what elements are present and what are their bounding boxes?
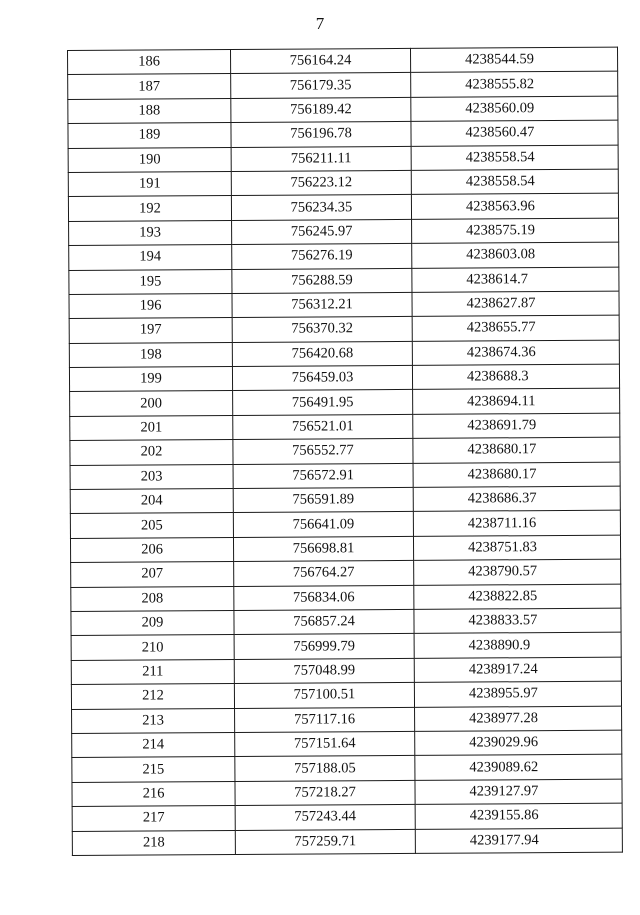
- x-coordinate-cell: 757243.44: [235, 804, 415, 829]
- point-number-cell: 188: [68, 98, 231, 123]
- y-coordinate-cell: 4238680.17: [413, 437, 620, 463]
- x-coordinate-cell: 756999.79: [234, 634, 414, 659]
- page-number: 7: [315, 14, 325, 33]
- table-row: [70, 462, 620, 490]
- x-coordinate-cell: 756834.06: [234, 585, 414, 610]
- x-coordinate-cell: 756276.19: [232, 244, 412, 269]
- y-coordinate-cell: 4238575.19: [412, 218, 619, 244]
- point-number-cell: 200: [70, 391, 233, 416]
- table-row: [72, 730, 622, 758]
- y-coordinate-cell: 4238560.09: [411, 96, 618, 122]
- x-coordinate-cell: 756698.81: [233, 536, 413, 561]
- x-coordinate-cell: 757048.99: [234, 658, 414, 683]
- table-row: [70, 437, 620, 465]
- x-coordinate-cell: 756591.89: [233, 487, 413, 512]
- point-number-cell: 186: [68, 50, 231, 75]
- y-coordinate-cell: 4238560.47: [411, 120, 618, 146]
- point-number-cell: 202: [70, 440, 233, 465]
- y-coordinate-cell: 4238977.28: [415, 706, 622, 732]
- table-row: [70, 389, 620, 417]
- point-number-cell: 195: [69, 269, 232, 294]
- x-coordinate-cell: 756288.59: [232, 268, 412, 293]
- point-number-cell: 217: [72, 806, 235, 831]
- point-number-cell: 207: [71, 562, 234, 587]
- x-coordinate-cell: 757151.64: [235, 731, 415, 756]
- x-coordinate-cell: 756420.68: [232, 341, 412, 366]
- table-row: [70, 535, 620, 563]
- table-row: [69, 291, 619, 319]
- x-coordinate-cell: 756572.91: [233, 463, 413, 488]
- point-number-cell: 211: [71, 659, 234, 684]
- y-coordinate-cell: 4239127.97: [415, 779, 622, 805]
- point-number-cell: 198: [69, 342, 232, 367]
- table-row: [68, 193, 618, 221]
- point-number-cell: 216: [72, 781, 235, 806]
- table-row: [68, 120, 618, 148]
- x-coordinate-cell: 756370.32: [232, 317, 412, 342]
- table-row: [71, 657, 621, 685]
- y-coordinate-cell: 4238890.9: [414, 633, 621, 659]
- table-row: [70, 486, 620, 514]
- y-coordinate-cell: 4238558.54: [411, 145, 618, 171]
- x-coordinate-cell: 757117.16: [235, 707, 415, 732]
- y-coordinate-cell: 4238751.83: [413, 535, 620, 561]
- point-number-cell: 192: [68, 196, 231, 221]
- y-coordinate-cell: 4238833.57: [414, 608, 621, 634]
- table-row: [72, 779, 622, 807]
- point-number-cell: 204: [70, 489, 233, 514]
- y-coordinate-cell: 4238563.96: [411, 193, 618, 219]
- table-row: [68, 47, 618, 75]
- point-number-cell: 208: [71, 586, 234, 611]
- table-row: [71, 608, 621, 636]
- point-number-cell: 187: [68, 74, 231, 99]
- table-row: [68, 169, 618, 197]
- x-coordinate-cell: 757100.51: [234, 683, 414, 708]
- y-coordinate-cell: 4238680.17: [413, 462, 620, 488]
- point-number-cell: 212: [71, 684, 234, 709]
- table-row: [72, 828, 622, 856]
- x-coordinate-cell: 756211.11: [231, 146, 411, 171]
- table-row: [71, 584, 621, 612]
- x-coordinate-cell: 757188.05: [235, 756, 415, 781]
- table-row: [68, 145, 618, 173]
- point-number-cell: 203: [70, 464, 233, 489]
- point-number-cell: 190: [68, 147, 231, 172]
- x-coordinate-cell: 756189.42: [231, 97, 411, 122]
- x-coordinate-cell: 756857.24: [234, 609, 414, 634]
- table-row: [69, 218, 619, 246]
- x-coordinate-cell: 756223.12: [231, 170, 411, 195]
- point-number-cell: 213: [72, 708, 235, 733]
- table-row: [70, 511, 620, 539]
- y-coordinate-cell: 4239177.94: [415, 828, 622, 854]
- point-number-cell: 193: [69, 220, 232, 245]
- table-row: [69, 315, 619, 343]
- coordinate-table-body: [68, 47, 623, 855]
- x-coordinate-cell: 756521.01: [233, 414, 413, 439]
- x-coordinate-cell: 756312.21: [232, 292, 412, 317]
- y-coordinate-cell: 4238558.54: [411, 169, 618, 195]
- table-row: [69, 242, 619, 270]
- table-row: [68, 72, 618, 100]
- point-number-cell: 194: [69, 245, 232, 270]
- table-row: [72, 754, 622, 782]
- y-coordinate-cell: 4238790.57: [414, 559, 621, 585]
- table-row: [69, 267, 619, 295]
- y-coordinate-cell: 4238674.36: [412, 340, 619, 366]
- x-coordinate-cell: 757259.71: [235, 829, 415, 854]
- y-coordinate-cell: 4238686.37: [413, 486, 620, 512]
- x-coordinate-cell: 757218.27: [235, 780, 415, 805]
- point-number-cell: 191: [68, 171, 231, 196]
- y-coordinate-cell: 4238711.16: [413, 511, 620, 537]
- point-number-cell: 214: [72, 732, 235, 757]
- y-coordinate-cell: 4238627.87: [412, 291, 619, 317]
- y-coordinate-cell: 4238822.85: [414, 584, 621, 610]
- x-coordinate-cell: 756491.95: [233, 390, 413, 415]
- y-coordinate-cell: 4238955.97: [414, 681, 621, 707]
- x-coordinate-cell: 756234.35: [231, 195, 411, 220]
- table-row: [71, 559, 621, 587]
- point-number-cell: 210: [71, 635, 234, 660]
- y-coordinate-cell: 4239089.62: [415, 754, 622, 780]
- y-coordinate-cell: 4239155.86: [415, 803, 622, 829]
- table-row: [68, 96, 618, 124]
- y-coordinate-cell: 4238691.79: [413, 413, 620, 439]
- x-coordinate-cell: 756641.09: [233, 512, 413, 537]
- y-coordinate-cell: 4239029.96: [415, 730, 622, 756]
- y-coordinate-cell: 4238655.77: [412, 315, 619, 341]
- table-row: [71, 681, 621, 709]
- x-coordinate-cell: 756179.35: [231, 73, 411, 98]
- point-number-cell: 206: [70, 537, 233, 562]
- x-coordinate-cell: 756164.24: [231, 48, 411, 73]
- x-coordinate-cell: 756459.03: [232, 365, 412, 390]
- y-coordinate-cell: 4238555.82: [411, 72, 618, 98]
- table-row: [72, 803, 622, 831]
- point-number-cell: 201: [70, 415, 233, 440]
- point-number-cell: 215: [72, 757, 235, 782]
- table-row: [72, 706, 622, 734]
- x-coordinate-cell: 756245.97: [232, 219, 412, 244]
- point-number-cell: 199: [69, 367, 232, 392]
- table-row: [69, 340, 619, 368]
- x-coordinate-cell: 756552.77: [233, 439, 413, 464]
- y-coordinate-cell: 4238614.7: [412, 267, 619, 293]
- x-coordinate-cell: 756764.27: [234, 561, 414, 586]
- coordinate-table: [67, 47, 623, 856]
- y-coordinate-cell: 4238688.3: [412, 364, 619, 390]
- point-number-cell: 196: [69, 293, 232, 318]
- table-row: [71, 633, 621, 661]
- point-number-cell: 205: [70, 513, 233, 538]
- x-coordinate-cell: 756196.78: [231, 122, 411, 147]
- point-number-cell: 218: [72, 830, 235, 855]
- table-row: [70, 413, 620, 441]
- y-coordinate-cell: 4238603.08: [412, 242, 619, 268]
- y-coordinate-cell: 4238694.11: [413, 389, 620, 415]
- point-number-cell: 189: [68, 123, 231, 148]
- point-number-cell: 197: [69, 318, 232, 343]
- table-row: [69, 364, 619, 392]
- y-coordinate-cell: 4238544.59: [410, 47, 617, 73]
- point-number-cell: 209: [71, 610, 234, 635]
- y-coordinate-cell: 4238917.24: [414, 657, 621, 683]
